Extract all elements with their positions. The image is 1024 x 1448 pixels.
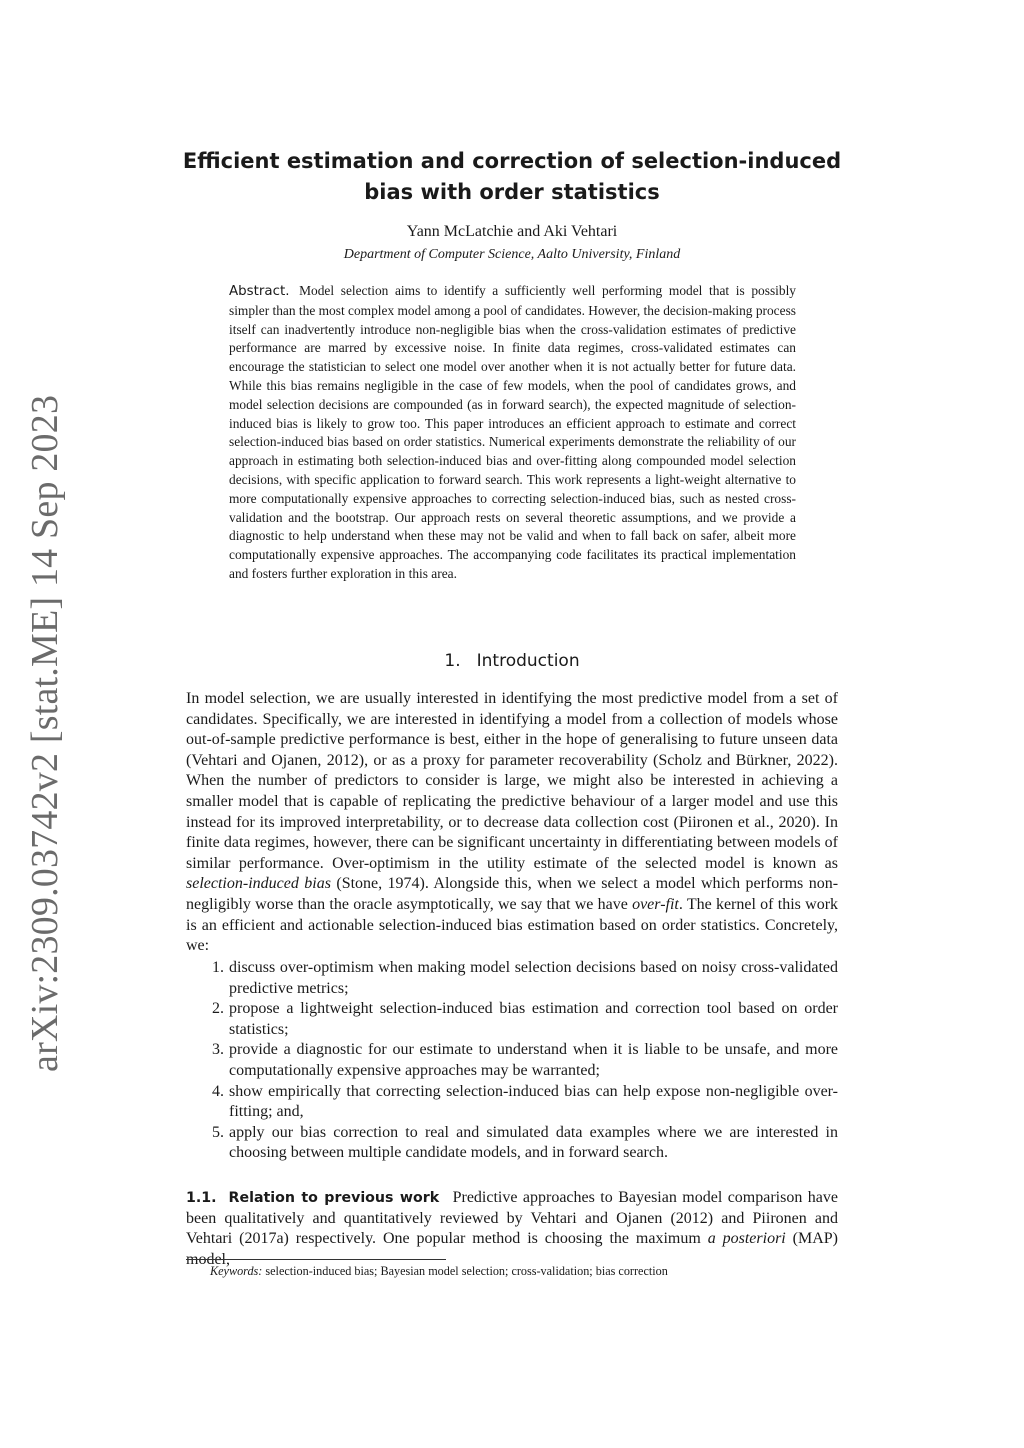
keywords-footnote xyxy=(210,1263,838,1279)
abstract-label: Abstract. xyxy=(229,284,290,299)
list-item: 2. propose a lightweight selection-induced bias estimation and correction tool based on order statistics; xyxy=(212,1000,838,1038)
section-title: Introduction xyxy=(476,651,580,671)
intro-text-1: In model selection, we are usually interested in identifying the most predictive model from a set of candidates. Specifically, we are interested in identifying a model from a collection of models whose out-of-sample predictive performance is best, either in the hope of generalising to future unseen data (Vehtari and Ojanen, 2012), or as a proxy for parameter recoverability (Scholz and Bürkner, 2022). When the number of predictors to consider is large, we might also be interested in achieving a smaller model that is capable of replicating the predictive behaviour of a larger model and use this instead for its improved interpretability, or to decrease data collection cost (Piironen et al., 2020). In finite data regimes, however, there can be significant uncertainty in differentiating between models of similar performance. Over-optimism in the utility estimate of the selected model is known as xyxy=(186,690,838,872)
introduction-paragraph xyxy=(186,689,838,957)
list-item: 1. discuss over-optimism when making model selection decisions based on noisy cross-validated predictive metrics; xyxy=(212,959,838,997)
related-work-text-1: Predictive approaches to Bayesian model comparison have been qualitatively and quantitatively reviewed by Vehtari and Ojanen (2012) and Piironen and Vehtari (2017a) respectively. One popular method is choosing the maximum xyxy=(186,1189,839,1248)
subsection-heading: 1.1. Relation to previous work xyxy=(186,1190,440,1206)
italic-term-a-posteriori: a posteriori xyxy=(707,1230,786,1248)
authors: Yann McLatchie and Aki Vehtari xyxy=(406,223,618,240)
intro-text-3: . The kernel of this work is an efficient and actionable selection-induced bias estimation based on order statistics. Concretely, we: xyxy=(186,895,839,955)
paper-title: Efficient estimation and correction of selection-induced bias with order statistics xyxy=(182,149,842,204)
list-item: 4. show empirically that correcting selection-induced bias can help expose non-negligible over-fitting; and, xyxy=(212,1082,838,1121)
abstract xyxy=(229,282,796,584)
keywords-text: selection-induced bias; Bayesian model selection; cross-validation; bias correction xyxy=(265,1264,668,1278)
list-item: 5. apply our bias correction to real and simulated data examples where we are interested in choosing between multiple candidate models, and in forward search. xyxy=(212,1123,838,1162)
arxiv-identifier: arXiv:2309.03742v2 [stat.ME] 14 Sep 2023 xyxy=(24,394,66,1072)
affiliation: Department of Computer Science, Aalto University, Finland xyxy=(343,247,681,262)
section-number: 1. xyxy=(444,651,461,671)
abstract-text: Model selection aims to identify a sufficiently well performing model that is possibly simpler than the most complex model among a pool of candidates. However, the decision-making process itself can inadvertently introduce non-negligible bias when the cross-validation estimates of predictive performance are marred by excessive noise. In finite data regimes, cross-validated estimates can encourage the statistician to select one model over another when it is not actually better for future data. While this bias remains negligible in the case of few models, when the pool of candidates grows, and model selection decisions are compounded (as in forward search), the expected magnitude of selection-induced bias is likely to grow too. This paper introduces an efficient approach to estimate and correct selection-induced bias based on order statistics. Numerical experiments demonstrate the reliability of our approach in estimating both selection-induced bias and over-fitting along compounded model selection decisions, with specific application to forward search. This work represents a light-weight alternative to more computationally expensive approaches to correcting selection-induced bias, such as nested cross-validation and the bootstrap. Our approach rests on several theoretic assumptions, and we provide a diagnostic to help understand when these may not be valid and when to fall back on safer, albeit more computationally expensive approaches. The accompanying code facilitates its practical implementation and fosters further exploration in this area. xyxy=(229,283,796,581)
intro-text-2: (Stone, 1974). Alongside this, when we select a model which performs non-negligibly worse than the oracle asymptotically, we say that we have xyxy=(186,875,839,913)
section-heading-introduction xyxy=(186,648,838,674)
related-work-text-2: (MAP) model, xyxy=(186,1230,839,1268)
italic-term-selection-induced-bias: selection-induced bias xyxy=(186,875,331,893)
keywords-label: Keywords: xyxy=(210,1264,263,1278)
contributions-list xyxy=(186,958,838,1164)
italic-term-over-fit: over-fit xyxy=(632,895,679,913)
list-item: 3. provide a diagnostic for our estimate to understand when it is liable to be unsafe, and more computationally expensive approaches may be warranted; xyxy=(212,1041,838,1079)
footnote-divider xyxy=(186,1259,446,1260)
